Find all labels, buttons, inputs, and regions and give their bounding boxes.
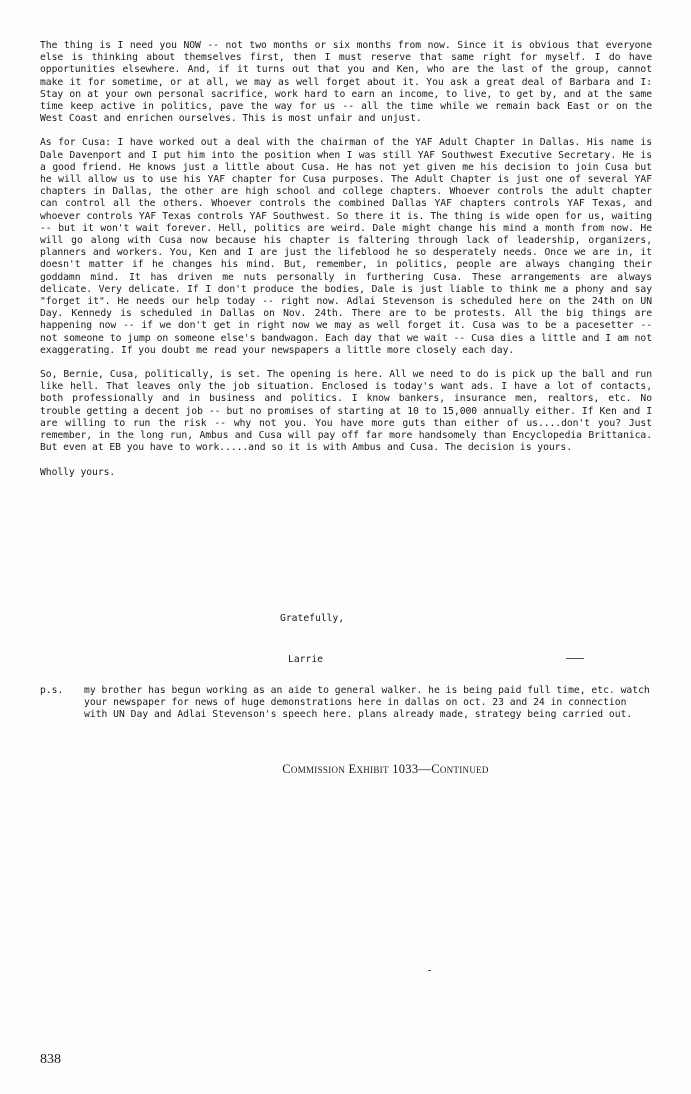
postscript-label: p.s. bbox=[40, 685, 64, 696]
page-number: 838 bbox=[40, 1052, 61, 1067]
paragraph-3: So, Bernie, Cusa, politically, is set. The opening is here. All we need to do is pick up the ball and run like hell. That leaves only the job situation. Enclosed is today's want ads. I have a lot of contacts, both professionally and in business and politics. I know bankers, insurance men, realtors, etc. No trouble getting a decent job -- but no promises of starting at 10 to 15,000 annually either. If Ken and I are willing to run the risk -- why not you. You have more guts than either of us....don't you? Just remember, in the long run, Ambus and Cusa will pay off far more handsomely than Encyclopedia Brittanica. But even at EB you have to work.....and so it is with Ambus and Cusa. The decision is yours. bbox=[40, 369, 652, 454]
paragraph-1: The thing is I need you NOW -- not two months or six months from now. Since it is obvious that everyone else is thinking about themselves first, then I must reserve that same right for myself. I do have opportunities elsewhere. And, if it turns out that you and Ken, who are the last of the group, cannot make it for sometime, or at all, we may as well forget about it. You ask a great deal of Barbara and I: Stay on at your own personal sacrifice, work hard to earn an income, to live, to get by, and at the same time keep active in politics, pave the way for us -- all the time while we remain back East or on the West Coast and enrichen ourselves. This is most unfair and unjust. bbox=[40, 40, 652, 125]
postscript-text: my brother has begun working as an aide to general walker. he is being paid full time, etc. watch your newspaper for news of huge demonstrations here in dallas on oct. 23 and 24 in connection with UN Day and Adlai Stevenson's speech here. plans already made, strategy being carried out. bbox=[84, 685, 650, 721]
letter-body bbox=[40, 40, 652, 491]
signature-name: Larrie bbox=[288, 654, 323, 665]
wholly-yours: Wholly yours. bbox=[40, 466, 116, 478]
closing-gratefully: Gratefully, bbox=[280, 613, 345, 624]
stray-mark bbox=[566, 658, 584, 659]
exhibit-caption: Commission Exhibit 1033—Continued bbox=[282, 762, 489, 776]
paragraph-2: As for Cusa: I have worked out a deal with the chairman of the YAF Adult Chapter in Dallas. His name is Dale Davenport and I put him into the position when I was still YAF Southwest Executive Secretary. He is a good friend. He knows just a little about Cusa. He has not yet given me his decision to join Cusa but he will allow us to use his YAF chapter for Cusa purposes. The Adult Chapter is just one of several YAF chapters in Dallas, the other are high school and college chapters. Whoever controls the adult chapter can control all the others. Whoever controls the combined Dallas YAF chapters controls YAF Texas, and whoever controls YAF Texas controls YAF Southwest. So there it is. The thing is wide open for us, waiting -- but it won't wait forever. Hell, politics are weird. Dale might change his mind a month from now. He will go along with Cusa now because his chapter is faltering through lack of leadership, organizers, planners and workers. You, Ken and I are just the lifeblood he so desperately needs. Once we are in, it doesn't matter if he changes his mind. But, remember, in politics, people are always changing their goddamn mind. It has driven me nuts personally in furthering Cusa. These arrangements are always delicate. Very delicate. If I don't produce the bodies, Dale is just liable to think me a phony and say "forget it". He needs our help today -- right now. Adlai Stevenson is scheduled here on the 24th on UN Day. Kennedy is scheduled in Dallas on Nov. 24th. There are to be protests. All the big things are happening now -- if we don't get in right now we may as well forget it. Cusa was to be a pacesetter -- not someone to jump on someone else's bandwagon. Each day that we wait -- Cusa dies a little and I am not exaggerating. If you doubt me read your newspapers a little more closely each day. bbox=[40, 137, 652, 356]
stray-dot bbox=[428, 970, 431, 971]
